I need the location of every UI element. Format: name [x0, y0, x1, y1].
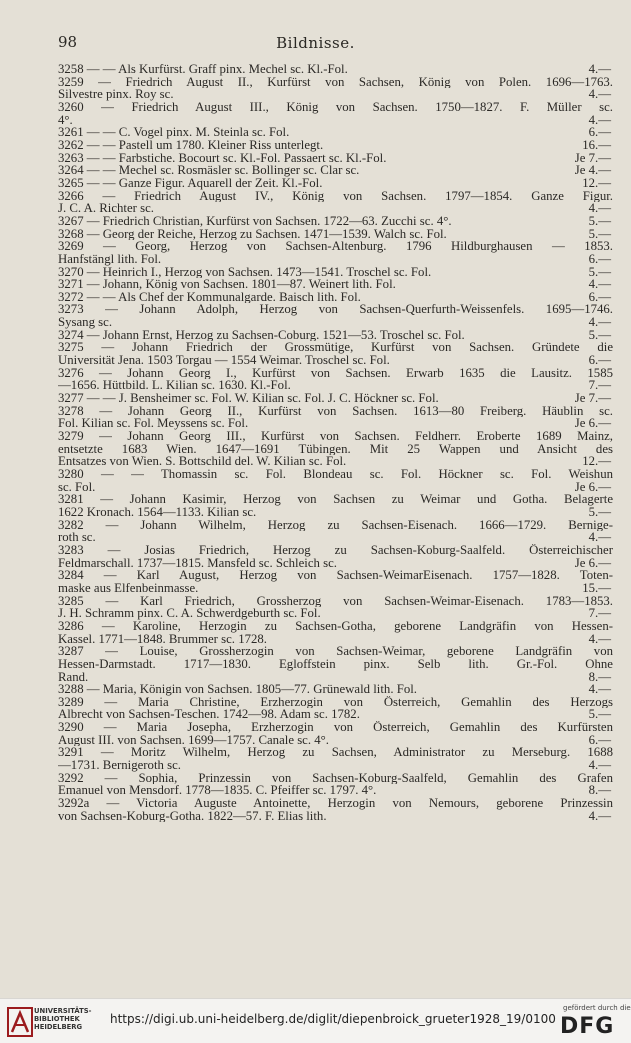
- entry-line: 3292 — Sophia, Prinzessin von Sachsen-Koburg-Saalfeld, Gemahlin des Grafen: [58, 771, 613, 785]
- entry-line: 3284 — Karl August, Herzog von Sachsen-WeimarEisenach. 1757—1828. Toten-: [58, 569, 613, 582]
- entry-price: Je 6.—: [574, 479, 611, 494]
- entry-line: 3282 — Johann Wilhelm, Herzog zu Sachsen-Eisenach. 1666—1729. Bernige-: [58, 518, 613, 532]
- entry-line: Hanfstängl lith. Fol.: [58, 252, 162, 266]
- catalog-entry: [58, 329, 613, 342]
- entry-line: maske aus Elfenbeinmasse.: [58, 581, 199, 595]
- entry-price: 5.—: [588, 213, 611, 228]
- catalog-entry: [58, 569, 613, 594]
- entry-line: Emanuel von Mensdorf. 1778—1835. C. Pfeiffer sc. 1797. 4°.: [58, 784, 377, 798]
- catalog-entry: [58, 126, 613, 139]
- entry-line: 3276 — Johann Georg I., Kurfürst von Sachsen. Erwarb 1635 die Lausitz. 1585: [58, 366, 613, 380]
- catalog-entry: [58, 772, 613, 797]
- entry-line: 3266 — Friedrich August IV., König von Sachsen. 1797—1854. Ganze Figur.: [58, 189, 613, 203]
- entry-line: 3283 — Josias Friedrich, Herzog zu Sachsen-Koburg-Saalfeld. Österreichischer: [58, 543, 613, 557]
- page-title: Bildnisse.: [276, 34, 355, 52]
- funded-by-label: gefördert durch die: [563, 1004, 631, 1012]
- entry-line: 3287 — Louise, Grossherzogin von Sachsen-Weimar, geborene Landgräfin von: [58, 645, 613, 658]
- entry-line: Fol. Kilian sc. Fol. Meyssens sc. Fol.: [58, 417, 249, 431]
- catalog-entry: [58, 190, 613, 215]
- catalog-entry: [58, 76, 613, 101]
- catalog-entry: [58, 746, 613, 771]
- entry-price: Je 7.—: [574, 150, 611, 165]
- catalog-entry: [58, 392, 613, 405]
- entry-line: 3265 — — Ganze Figur. Aquarell der Zeit. Kl.-Fol.: [58, 176, 323, 190]
- entry-price: 4.—: [588, 758, 611, 773]
- entry-line: Kassel. 1771—1848. Brummer sc. 1728.: [58, 632, 267, 646]
- catalog-entry: [58, 696, 613, 721]
- library-name-line: UNIVERSITÄTS-: [34, 1007, 92, 1015]
- entry-line: 3263 — — Farbstiche. Bocourt sc. Kl.-Fol. Passaert sc. Kl.-Fol.: [58, 151, 387, 165]
- entry-line: 3258 — — Als Kurfürst. Graff pinx. Mechel sc. Kl.-Fol.: [58, 63, 348, 76]
- library-seal-icon: [8, 1008, 32, 1036]
- entry-price: 4.—: [588, 631, 611, 646]
- entry-price: 4.—: [588, 808, 611, 823]
- entry-line: 3273 — Johann Adolph, Herzog von Sachsen-Querfurth-Weissenfels. 1695—1746.: [58, 303, 613, 317]
- page-number: 98: [58, 33, 78, 51]
- entry-line: 3269 — Georg, Herzog von Sachsen-Altenburg. 1796 Hildburghausen — 1853.: [58, 240, 613, 253]
- entry-line: 3280 — — Thomassin sc. Fol. Blondeau sc. Fol. Höckner sc. Fol. Weishun: [58, 468, 613, 481]
- entry-line: 3264 — — Mechel sc. Rosmäsler sc. Bollinger sc. Clar sc.: [58, 164, 360, 177]
- entry-price: 4.—: [588, 530, 611, 545]
- entry-line: 4°.: [58, 113, 73, 127]
- library-name-line: BIBLIOTHEK: [34, 1015, 80, 1023]
- entry-line: 3281 — Johann Kasimir, Herzog von Sachsen zu Weimar und Gotha. Belagerte: [58, 493, 613, 506]
- catalog-entry: [58, 595, 613, 620]
- entry-price: 5.—: [588, 264, 611, 279]
- catalog-entry: [58, 291, 613, 304]
- library-name-line: HEIDELBERG: [34, 1023, 83, 1031]
- entry-line: 3277 — — J. Bensheimer sc. Fol. W. Kilian sc. Fol. J. C. Höckner sc. Fol.: [58, 392, 439, 405]
- entry-line: August III. von Sachsen. 1699—1757. Canale sc. 4°.: [58, 733, 329, 747]
- entry-line: —1731. Bernigeroth sc.: [58, 759, 181, 772]
- entry-price: 4.—: [588, 315, 611, 330]
- catalog-entry: [58, 493, 613, 518]
- entry-line: 3290 — Maria Josepha, Erzherzogin von Österreich, Gemahlin des Kurfürsten: [58, 721, 613, 734]
- entry-line: Rand.: [58, 670, 89, 684]
- entry-price: 4.—: [588, 682, 611, 697]
- entry-price: Je 7.—: [574, 391, 611, 406]
- entry-line: von Sachsen-Koburg-Gotha. 1822—57. F. Elias lith.: [58, 809, 327, 823]
- entry-line: 3260 — Friedrich August III., König von Sachsen. 1750—1827. F. Müller sc.: [58, 100, 613, 114]
- entry-line: —1656. Hüttbild. L. Kilian sc. 1630. Kl.-Fol.: [58, 379, 291, 393]
- entry-line: 3286 — Karoline, Herzogin zu Sachsen-Gotha, geborene Landgräfin von Hessen-: [58, 619, 613, 633]
- catalog-entry: [58, 101, 613, 126]
- entry-line: J. C. A. Richter sc.: [58, 202, 154, 215]
- entry-line: 3285 — Karl Friedrich, Grossherzog von Sachsen-Weimar-Eisenach. 1783—1853.: [58, 594, 613, 608]
- catalog-entry: [58, 228, 613, 241]
- entry-price: 6.—: [588, 125, 611, 140]
- viewer-footer: [0, 998, 631, 1043]
- entry-line: 3278 — Johann Georg II., Kurfürst von Sachsen. 1613—80 Freiberg. Häublin sc.: [58, 404, 613, 418]
- entry-line: Feldmarschall. 1737—1815. Mansfeld sc. Schleich sc.: [58, 556, 337, 570]
- entry-price: 5.—: [588, 707, 611, 722]
- entry-line: 3267 — Friedrich Christian, Kurfürst von Sachsen. 1722—63. Zucchi sc. 4°.: [58, 214, 452, 228]
- library-name: [34, 1007, 92, 1031]
- entry-price: Je 6.—: [574, 416, 611, 431]
- entry-line: 3289 — Maria Christine, Erzherzogin von Österreich, Gemahlin des Herzogs: [58, 695, 613, 709]
- entry-price: 4.—: [588, 277, 611, 292]
- entry-price: 7.—: [588, 606, 611, 621]
- entry-price: 12.—: [582, 175, 611, 190]
- entry-price: 8.—: [588, 669, 611, 684]
- entry-line: 3274 — Johann Ernst, Herzog zu Sachsen-Coburg. 1521—53. Troschel sc. Fol.: [58, 328, 465, 342]
- catalog-entry: [58, 164, 613, 177]
- catalog-entry: [58, 544, 613, 569]
- entry-line: Silvestre pinx. Roy sc.: [58, 88, 174, 101]
- catalog-entry: [58, 215, 613, 228]
- entry-price: Je 4.—: [574, 163, 611, 178]
- entry-price: 5.—: [588, 327, 611, 342]
- catalog-entry: [58, 645, 613, 683]
- entry-price: 5.—: [588, 504, 611, 519]
- catalog-entry: [58, 683, 613, 696]
- catalog-entries: [58, 63, 613, 822]
- entry-price: 6.—: [588, 289, 611, 304]
- entry-price: 6.—: [588, 732, 611, 747]
- entry-line: 3292a — Victoria Auguste Antoinette, Herzogin von Nemours, geborene Prinzessin: [58, 797, 613, 810]
- entry-line: Sysang sc.: [58, 316, 113, 329]
- catalog-entry: [58, 63, 613, 76]
- catalog-entry: [58, 430, 613, 468]
- entry-price: 6.—: [588, 353, 611, 368]
- catalog-entry: [58, 405, 613, 430]
- catalog-entry: [58, 303, 613, 328]
- entry-price: 15.—: [582, 580, 611, 595]
- entry-price: 16.—: [582, 137, 611, 152]
- catalog-entry: [58, 266, 613, 279]
- catalog-entry: [58, 240, 613, 265]
- dfg-logo[interactable]: DFG: [560, 1014, 615, 1039]
- entry-line: 3262 — — Pastell um 1780. Kleiner Riss unterlegt.: [58, 138, 324, 152]
- entry-line: 3261 — — C. Vogel pinx. M. Steinla sc. Fol.: [58, 126, 290, 139]
- entry-price: 4.—: [588, 201, 611, 216]
- entry-line: Hessen-Darmstadt. 1717—1830. Egloffstein pinx. Selb lith. Gr.-Fol. Ohne: [58, 657, 613, 671]
- entry-line: entsetzte 1683 Wien. 1647—1691 Tübingen. Mit 25 Wappen und Ansicht des: [58, 442, 613, 456]
- entry-price: 12.—: [582, 454, 611, 469]
- entry-line: 3291 — Moritz Wilhelm, Herzog zu Sachsen, Administrator zu Merseburg. 1688: [58, 746, 613, 760]
- catalog-entry: [58, 468, 613, 493]
- entry-price: 4.—: [588, 62, 611, 76]
- entry-line: Universität Jena. 1503 Torgau — 1554 Weimar. Troschel sc. Fol.: [58, 354, 390, 367]
- entry-line: Albrecht von Sachsen-Teschen. 1742—98. Adam sc. 1782.: [58, 708, 360, 722]
- catalog-entry: [58, 177, 613, 190]
- entry-line: 3259 — Friedrich August II., Kurfürst von Sachsen, König von Polen. 1696—1763.: [58, 75, 613, 89]
- entry-line: 3288 — Maria, Königin von Sachsen. 1805—77. Grünewald lith. Fol.: [58, 683, 417, 696]
- entry-line: 3275 — Johann Friedrich der Grossmütige, Kurfürst von Sachsen. Gründete die: [58, 341, 613, 355]
- entry-line: sc. Fol.: [58, 480, 96, 494]
- entry-line: J. H. Schramm pinx. C. A. Schwerdgeburth sc. Fol.: [58, 607, 321, 620]
- catalog-entry: [58, 519, 613, 544]
- catalog-entry: [58, 139, 613, 152]
- entry-line: 3268 — Georg der Reiche, Herzog zu Sachsen. 1471—1539. Walch sc. Fol.: [58, 227, 447, 241]
- permalink-url[interactable]: https://digi.ub.uni-heidelberg.de/diglit/diepenbroick_grueter1928_19/0100: [110, 1012, 556, 1026]
- entry-line: 3279 — Johann Georg III., Kurfürst von Sachsen. Feldherr. Eroberte 1689 Mainz,: [58, 430, 613, 443]
- entry-price: 6.—: [588, 251, 611, 266]
- entry-price: 8.—: [588, 783, 611, 798]
- catalog-entry: [58, 367, 613, 392]
- entry-line: roth sc.: [58, 531, 96, 544]
- catalog-entry: [58, 278, 613, 291]
- catalog-entry: [58, 721, 613, 746]
- catalog-entry: [58, 152, 613, 165]
- catalog-entry: [58, 797, 613, 822]
- entry-line: 3270 — Heinrich I., Herzog von Sachsen. 1473—1541. Troschel sc. Fol.: [58, 265, 432, 279]
- catalog-entry: [58, 341, 613, 366]
- entry-line: 1622 Kronach. 1564—1133. Kilian sc.: [58, 505, 257, 519]
- entry-line: 3272 — — Als Chef der Kommunalgarde. Baisch lith. Fol.: [58, 290, 361, 304]
- entry-line: 3271 — Johann, König von Sachsen. 1801—87. Weinert lith. Fol.: [58, 278, 396, 291]
- entry-price: 4.—: [588, 87, 611, 102]
- entry-price: 5.—: [588, 226, 611, 241]
- entry-price: 4.—: [588, 112, 611, 127]
- entry-price: Je 6.—: [574, 555, 611, 570]
- entry-price: 7.—: [588, 378, 611, 393]
- entry-line: Entsatzes von Wien. S. Bottschild del. W. Kilian sc. Fol.: [58, 455, 347, 468]
- catalog-entry: [58, 620, 613, 645]
